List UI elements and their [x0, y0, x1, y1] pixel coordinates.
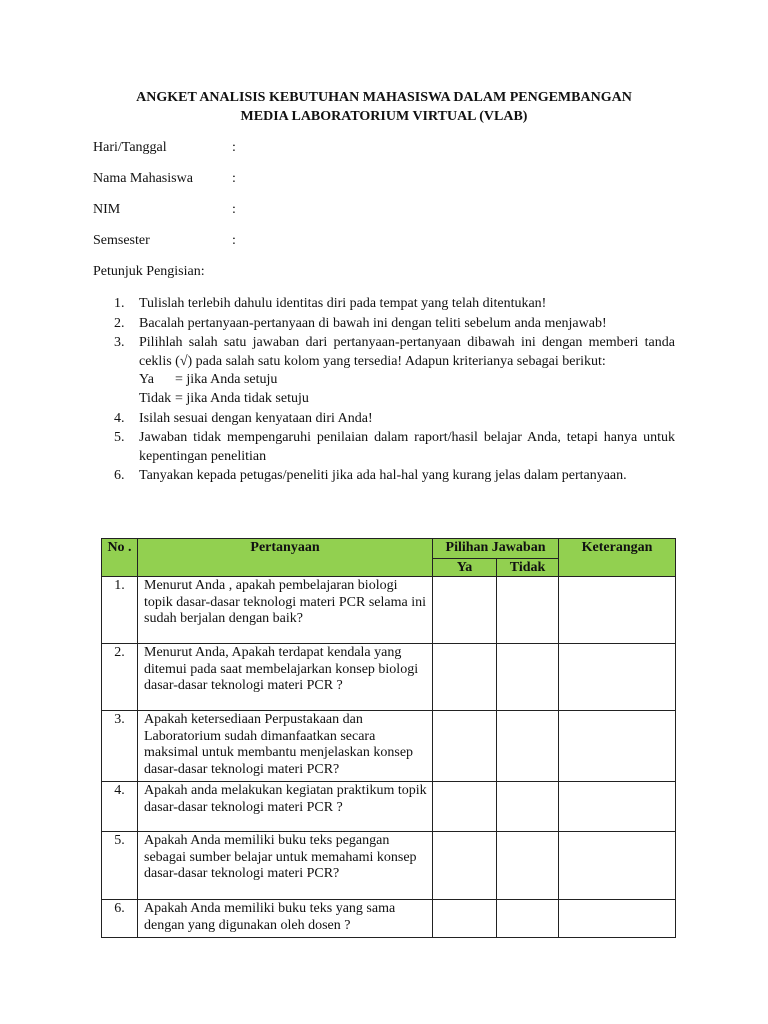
keterangan-cell[interactable] — [559, 782, 676, 832]
criteria-value: = jika Anda setuju — [175, 372, 278, 388]
criteria-key: Ya — [139, 372, 154, 388]
answer-cell-ya[interactable] — [433, 900, 497, 938]
keterangan-cell[interactable] — [559, 832, 676, 900]
answer-cell-ya[interactable] — [433, 782, 497, 832]
instruction-text: Pilihlah salah satu jawaban dari pertanyaan-pertanyaan dibawah ini dengan memberi tanda ceklis (√) pada salah satu kolom yang tersedia! Adapun kriterianya sebagai berikut: — [139, 335, 675, 369]
field-separator: : — [232, 233, 236, 248]
instruction-item — [93, 315, 675, 334]
answer-cell-tidak[interactable] — [497, 782, 559, 832]
title-line-2: MEDIA LABORATORIUM VIRTUAL (VLAB) — [240, 109, 528, 124]
header-tidak: Tidak — [497, 559, 559, 577]
criteria-tidak — [139, 390, 675, 409]
row-number: 4. — [102, 782, 138, 832]
instruction-item — [93, 334, 675, 408]
instruction-item — [93, 429, 675, 466]
instruction-text: Jawaban tidak mempengaruhi penilaian dalam raport/hasil belajar Anda, tetapi hanya untuk kepentingan penelitian — [139, 430, 675, 464]
field-hari-tanggal[interactable] — [93, 139, 236, 157]
row-number: 2. — [102, 644, 138, 711]
field-label: Nama Mahasiswa — [93, 171, 193, 186]
field-separator: : — [232, 140, 236, 155]
answer-cell-tidak[interactable] — [497, 832, 559, 900]
table-row — [102, 832, 676, 900]
keterangan-cell[interactable] — [559, 711, 676, 782]
header-keterangan: Keterangan — [559, 539, 676, 577]
table-row — [102, 577, 676, 644]
field-separator: : — [232, 202, 236, 217]
keterangan-cell[interactable] — [559, 900, 676, 938]
document-title — [92, 88, 676, 126]
criteria-value: = jika Anda tidak setuju — [175, 390, 309, 406]
field-label: NIM — [93, 202, 121, 217]
instruction-item — [93, 295, 675, 314]
field-semester[interactable] — [93, 232, 236, 250]
instruction-text: Bacalah pertanyaan-pertanyaan di bawah ini dengan teliti sebelum anda menjawab! — [139, 315, 607, 331]
answer-cell-ya[interactable] — [433, 644, 497, 711]
row-number: 1. — [102, 577, 138, 644]
title-line-1: ANGKET ANALISIS KEBUTUHAN MAHASISWA DALAM PENGEMBANGAN — [136, 90, 632, 105]
keterangan-cell[interactable] — [559, 644, 676, 711]
answer-cell-tidak[interactable] — [497, 577, 559, 644]
table-row — [102, 900, 676, 938]
row-number: 6. — [102, 900, 138, 938]
header-no: No . — [102, 539, 138, 577]
header-pertanyaan: Pertanyaan — [138, 539, 433, 577]
row-question: Apakah Anda memiliki buku teks pegangan sebagai sumber belajar untuk memahami konsep dasar-dasar teknologi materi PCR? — [138, 832, 433, 900]
criteria-ya — [139, 371, 675, 390]
row-question: Apakah ketersediaan Perpustakaan dan Laboratorium sudah dimanfaatkan secara maksimal untuk membantu menjelaskan konsep dasar-dasar teknologi materi PCR? — [138, 711, 433, 782]
answer-cell-ya[interactable] — [433, 577, 497, 644]
field-separator: : — [232, 171, 236, 186]
field-label: Semsester — [93, 233, 150, 248]
row-number: 3. — [102, 711, 138, 782]
row-question: Apakah anda melakukan kegiatan praktikum topik dasar-dasar teknologi materi PCR ? — [138, 782, 433, 832]
keterangan-cell[interactable] — [559, 577, 676, 644]
instructions-list — [93, 295, 675, 487]
answer-cell-ya[interactable] — [433, 832, 497, 900]
instruction-number: 2. — [114, 315, 125, 331]
instruction-text: Tulislah terlebih dahulu identitas diri pada tempat yang telah ditentukan! — [139, 296, 547, 311]
instruction-number: 4. — [114, 410, 125, 426]
table-row — [102, 711, 676, 782]
instructions-heading: Petunjuk Pengisian: — [93, 264, 205, 279]
answer-cell-tidak[interactable] — [497, 711, 559, 782]
instruction-number: 3. — [114, 335, 125, 351]
row-question: Menurut Anda , apakah pembelajaran biologi topik dasar-dasar teknologi materi PCR selama ini sudah berjalan dengan baik? — [138, 577, 433, 644]
table-row — [102, 782, 676, 832]
answer-cell-ya[interactable] — [433, 711, 497, 782]
answer-cell-tidak[interactable] — [497, 644, 559, 711]
row-question: Apakah Anda memiliki buku teks yang sama dengan yang digunakan oleh dosen ? — [138, 900, 433, 938]
header-ya: Ya — [433, 559, 497, 577]
field-nama-mahasiswa[interactable] — [93, 170, 236, 188]
instruction-number: 5. — [114, 430, 125, 446]
answer-cell-tidak[interactable] — [497, 900, 559, 938]
instruction-number: 1. — [114, 296, 125, 311]
row-number: 5. — [102, 832, 138, 900]
instruction-text: Isilah sesuai dengan kenyataan diri Anda! — [139, 410, 373, 426]
instruction-item — [93, 467, 675, 486]
table-row — [102, 644, 676, 711]
instruction-number: 6. — [114, 468, 125, 484]
field-label: Hari/Tanggal — [93, 140, 167, 155]
row-question: Menurut Anda, Apakah terdapat kendala yang ditemui pada saat membelajarkan konsep biologi dasar-dasar teknologi materi PCR ? — [138, 644, 433, 711]
instruction-text: Tanyakan kepada petugas/peneliti jika ada hal-hal yang kurang jelas dalam pertanyaan. — [139, 468, 627, 484]
instruction-item — [93, 410, 675, 429]
field-nim[interactable] — [93, 201, 236, 219]
survey-table — [101, 538, 676, 938]
header-pilihan-jawaban: Pilihan Jawaban — [433, 539, 559, 559]
criteria-key: Tidak — [139, 390, 172, 406]
